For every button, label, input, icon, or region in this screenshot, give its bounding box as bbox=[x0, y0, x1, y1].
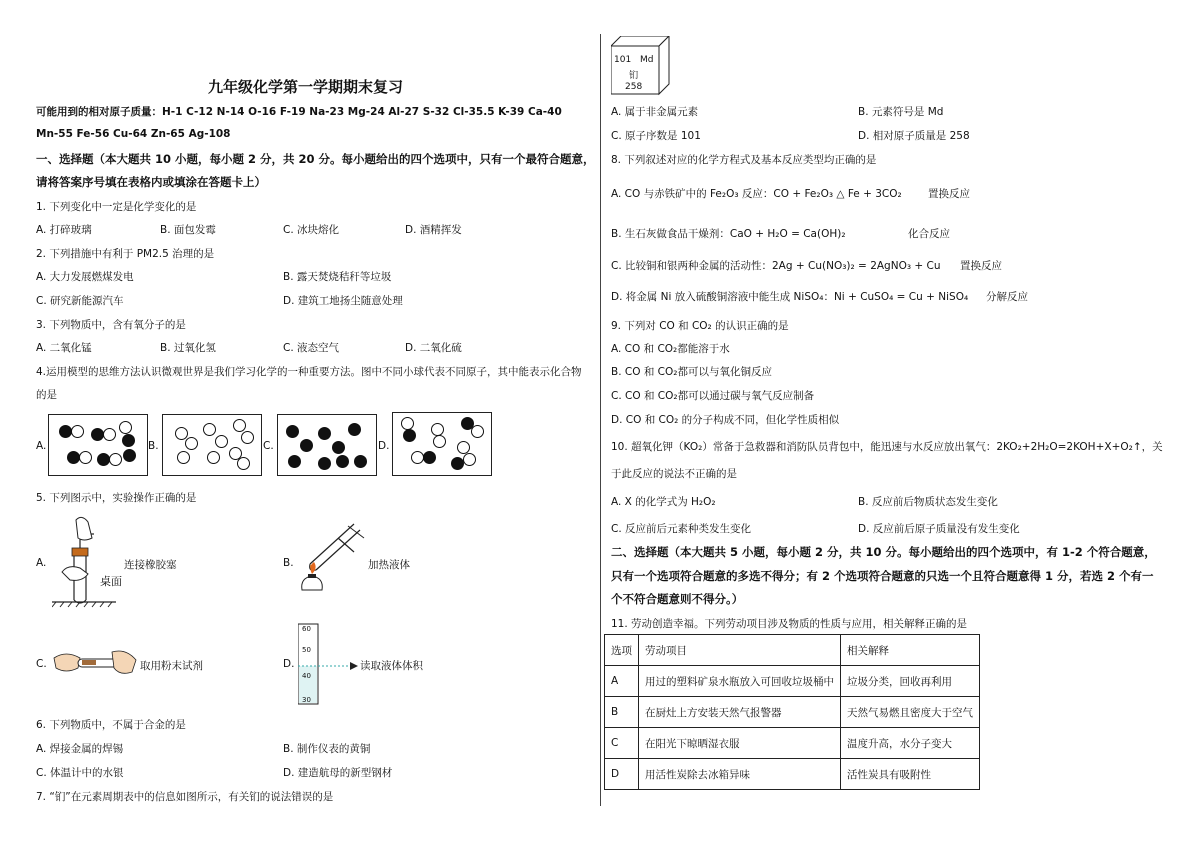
q3-option-b[interactable]: B. 过氧化氢 bbox=[160, 342, 216, 354]
q5-option-c[interactable]: C. bbox=[36, 658, 47, 670]
atomic-mass-line1: 可能用到的相对原子质量：H-1 C-12 N-14 O-16 F-19 Na-23 Mg-24 Al-27 S-32 Cl-35.5 K-39 Ca-40 bbox=[36, 106, 562, 118]
q7-option-a[interactable]: A. 属于非金属元素 bbox=[611, 106, 699, 118]
q8-option-d[interactable]: D. 将金属 Ni 放入硫酸铜溶液中能生成 NiSO₄：Ni + CuSO₄ = Cu + NiSO₄ bbox=[611, 291, 969, 303]
q3-option-d[interactable]: D. 二氧化硫 bbox=[405, 342, 462, 354]
row-explanation: 天然气易燃且密度大于空气 bbox=[841, 697, 980, 728]
q5-option-d[interactable]: D. bbox=[283, 658, 295, 670]
q4-option-b[interactable]: B. bbox=[148, 440, 159, 452]
header-option: 选项 bbox=[605, 635, 639, 666]
black-atom bbox=[318, 457, 331, 470]
q6-stem: 6. 下列物质中，不属于合金的是 bbox=[36, 719, 186, 731]
white-atom bbox=[79, 451, 92, 464]
white-atom bbox=[185, 437, 198, 450]
q9-option-c[interactable]: C. CO 和 CO₂都可以通过碳与氧气反应制备 bbox=[611, 390, 815, 402]
q4-model-a bbox=[48, 414, 148, 476]
q10-option-a[interactable]: A. X 的化学式为 H₂O₂ bbox=[611, 496, 716, 508]
q3-option-a[interactable]: A. 二氧化锰 bbox=[36, 342, 92, 354]
q11-stem: 11. 劳动创造幸福。下列劳动项目涉及物质的性质与应用，相关解释正确的是 bbox=[611, 618, 968, 630]
q1-stem: 1. 下列变化中一定是化学变化的是 bbox=[36, 201, 197, 213]
black-atom bbox=[336, 455, 349, 468]
white-atom bbox=[241, 431, 254, 444]
q2-option-b[interactable]: B. 露天焚烧秸秆等垃圾 bbox=[283, 271, 392, 283]
q4-option-c[interactable]: C. bbox=[263, 440, 274, 452]
black-atom bbox=[451, 457, 464, 470]
q5-a-table-label: 桌面 bbox=[100, 575, 122, 588]
q10-stem-cont: 于此反应的说法不正确的是 bbox=[611, 468, 737, 480]
black-atom bbox=[318, 427, 331, 440]
q4-model-b bbox=[162, 414, 262, 476]
table-row[interactable] bbox=[605, 666, 980, 697]
black-atom bbox=[123, 449, 136, 462]
q8-a-type: 置换反应 bbox=[928, 188, 970, 200]
q6-option-d[interactable]: D. 建造航母的新型钢材 bbox=[283, 767, 393, 779]
element-symbol: Md bbox=[640, 55, 654, 65]
q4-stem-cont: 的是 bbox=[36, 389, 57, 401]
q9-stem: 9. 下列对 CO 和 CO₂ 的认识正确的是 bbox=[611, 320, 789, 332]
section2-heading-cont: 只有一个选项符合题意的多选不得分；有 2 个选项符合题意的只选一个且符合题意得 1 分，若选 2 个有一 bbox=[611, 569, 1154, 583]
q9-option-b[interactable]: B. CO 和 CO₂都可以与氧化铜反应 bbox=[611, 366, 772, 378]
q1-option-a[interactable]: A. 打碎玻璃 bbox=[36, 224, 92, 236]
q8-d-type: 分解反应 bbox=[986, 291, 1028, 303]
q7-stem: 7. “钔”在元素周期表中的信息如图所示，有关钔的说法错误的是 bbox=[36, 791, 334, 803]
q7-option-b[interactable]: B. 元素符号是 Md bbox=[858, 106, 944, 118]
white-atom bbox=[233, 419, 246, 432]
q3-stem: 3. 下列物质中，含有氧分子的是 bbox=[36, 319, 186, 331]
header-project: 劳动项目 bbox=[639, 635, 841, 666]
row-option: D bbox=[605, 759, 639, 790]
element-number: 101 bbox=[614, 55, 632, 65]
section1-heading-cont: 请将答案序号填在表格内或填涂在答题卡上） bbox=[36, 175, 266, 189]
section2-heading-end: 个不符合题意则不得分。） bbox=[611, 592, 744, 606]
q6-option-a[interactable]: A. 焊接金属的焊锡 bbox=[36, 743, 124, 755]
row-project: 用过的塑料矿泉水瓶放入可回收垃圾桶中 bbox=[639, 666, 841, 697]
row-project: 用活性炭除去冰箱异味 bbox=[639, 759, 841, 790]
q2-option-d[interactable]: D. 建筑工地扬尘随意处理 bbox=[283, 295, 403, 307]
q2-option-c[interactable]: C. 研究新能源汽车 bbox=[36, 295, 124, 307]
q8-option-b[interactable]: B. 生石灰做食品干燥剂：CaO + H₂O = Ca(OH)₂ bbox=[611, 228, 846, 240]
white-atom bbox=[71, 425, 84, 438]
white-atom bbox=[109, 453, 122, 466]
rubber-stopper-diagram bbox=[52, 512, 122, 608]
row-explanation: 活性炭具有吸附性 bbox=[841, 759, 980, 790]
q1-option-b[interactable]: B. 面包发霉 bbox=[160, 224, 216, 236]
row-explanation: 温度升高，水分子变大 bbox=[841, 728, 980, 759]
row-option: B bbox=[605, 697, 639, 728]
q5-c-label: 取用粉末试剂 bbox=[140, 660, 203, 672]
white-atom bbox=[103, 428, 116, 441]
q3-option-c[interactable]: C. 液态空气 bbox=[283, 342, 340, 354]
black-atom bbox=[122, 434, 135, 447]
q5-d-label: 读取液体体积 bbox=[360, 660, 423, 672]
q4-option-d[interactable]: D. bbox=[378, 440, 390, 452]
table-row[interactable] bbox=[605, 697, 980, 728]
element-name: 钔 bbox=[629, 71, 639, 81]
page-title: 九年级化学第一学期期末复习 bbox=[208, 78, 404, 96]
q10-option-c[interactable]: C. 反应前后元素种类发生变化 bbox=[611, 523, 752, 535]
white-atom bbox=[401, 417, 414, 430]
q4-stem: 4.运用模型的思维方法认识微观世界是我们学习化学的一种重要方法。图中不同小球代表不同原子，其中能表示化合物 bbox=[36, 366, 582, 378]
q5-b-label: 加热液体 bbox=[368, 559, 410, 571]
powder-reagent-diagram bbox=[52, 646, 138, 680]
column-divider bbox=[600, 34, 601, 806]
q7-option-d[interactable]: D. 相对原子质量是 258 bbox=[858, 130, 970, 142]
q10-stem: 10. 超氧化钾（KO₂）常备于急救器和消防队员背包中，能迅速与水反应放出氧气：2KO₂+2H₂O=2KOH+X+O₂↑，关 bbox=[611, 441, 1163, 453]
cylinder-tick-60: 60 bbox=[302, 625, 311, 633]
white-atom bbox=[215, 435, 228, 448]
q9-option-a[interactable]: A. CO 和 CO₂都能溶于水 bbox=[611, 343, 730, 355]
cylinder-tick-50: 50 bbox=[302, 646, 311, 654]
black-atom bbox=[423, 451, 436, 464]
table-header-row bbox=[605, 635, 980, 666]
q8-stem: 8. 下列叙述对应的化学方程式及基本反应类型均正确的是 bbox=[611, 154, 877, 166]
q10-option-b[interactable]: B. 反应前后物质状态发生变化 bbox=[858, 496, 998, 508]
white-atom bbox=[203, 423, 216, 436]
q9-option-d[interactable]: D. CO 和 CO₂ 的分子构成不同，但化学性质相似 bbox=[611, 414, 840, 426]
q1-option-c[interactable]: C. 冰块熔化 bbox=[283, 224, 340, 236]
row-project: 在厨灶上方安装天然气报警器 bbox=[639, 697, 841, 728]
q8-option-a[interactable]: A. CO 与赤铁矿中的 Fe₂O₃ 反应：CO + Fe₂O₃ △ Fe + 3CO₂ bbox=[611, 188, 902, 200]
section1-heading: 一、选择题（本大题共 10 小题，每小题 2 分，共 20 分。每小题给出的四个选项中，只有一个最符合题意， bbox=[36, 152, 595, 166]
white-atom bbox=[237, 457, 250, 470]
q8-b-type: 化合反应 bbox=[908, 228, 950, 240]
white-atom bbox=[207, 451, 220, 464]
black-atom bbox=[286, 425, 299, 438]
q5-a-label: 连接橡胶塞 bbox=[124, 559, 177, 571]
white-atom bbox=[431, 423, 444, 436]
white-atom bbox=[433, 435, 446, 448]
q6-option-b[interactable]: B. 制作仪表的黄铜 bbox=[283, 743, 371, 755]
row-option: C bbox=[605, 728, 639, 759]
q7-option-c[interactable]: C. 原子序数是 101 bbox=[611, 130, 701, 142]
table-row[interactable] bbox=[605, 728, 980, 759]
q10-option-d[interactable]: D. 反应前后原子质量没有发生变化 bbox=[858, 523, 1020, 535]
black-atom bbox=[288, 455, 301, 468]
section2-heading: 二、选择题（本大题共 5 小题，每小题 2 分，共 10 分。每小题给出的四个选项中，有 1-2 个符合题意， bbox=[611, 545, 1156, 559]
q5-option-a[interactable]: A. bbox=[36, 557, 47, 569]
element-mass: 258 bbox=[625, 82, 643, 92]
q8-option-c[interactable]: C. 比较铜和银两种金属的活动性：2Ag + Cu(NO₃)₂ = 2AgNO₃ + Cu bbox=[611, 260, 941, 272]
row-option: A bbox=[605, 666, 639, 697]
q5-option-b[interactable]: B. bbox=[283, 557, 294, 569]
black-atom bbox=[403, 429, 416, 442]
q2-stem: 2. 下列措施中有利于 PM2.5 治理的是 bbox=[36, 248, 215, 260]
white-atom bbox=[471, 425, 484, 438]
row-explanation: 垃圾分类，回收再利用 bbox=[841, 666, 980, 697]
q4-option-a[interactable]: A. bbox=[36, 440, 47, 452]
q1-option-d[interactable]: D. 酒精挥发 bbox=[405, 224, 462, 236]
white-atom bbox=[177, 451, 190, 464]
q6-option-c[interactable]: C. 体温计中的水银 bbox=[36, 767, 124, 779]
header-explanation: 相关解释 bbox=[841, 635, 980, 666]
black-atom bbox=[348, 423, 361, 436]
heating-liquid-diagram bbox=[290, 516, 366, 596]
white-atom bbox=[463, 453, 476, 466]
white-atom bbox=[119, 421, 132, 434]
q4-model-c bbox=[277, 414, 377, 476]
q4-model-d bbox=[392, 412, 492, 476]
table-row[interactable] bbox=[605, 759, 980, 790]
q2-option-a[interactable]: A. 大力发展燃煤发电 bbox=[36, 271, 134, 283]
q8-c-type: 置换反应 bbox=[960, 260, 1002, 272]
atomic-mass-line2: Mn-55 Fe-56 Cu-64 Zn-65 Ag-108 bbox=[36, 128, 231, 140]
black-atom bbox=[354, 455, 367, 468]
row-project: 在阳光下晾晒湿衣服 bbox=[639, 728, 841, 759]
cylinder-tick-40: 40 bbox=[302, 672, 311, 680]
cylinder-tick-30: 30 bbox=[302, 696, 311, 704]
q5-stem: 5. 下列图示中，实验操作正确的是 bbox=[36, 492, 197, 504]
black-atom bbox=[300, 439, 313, 452]
black-atom bbox=[332, 441, 345, 454]
q11-table bbox=[604, 634, 980, 790]
